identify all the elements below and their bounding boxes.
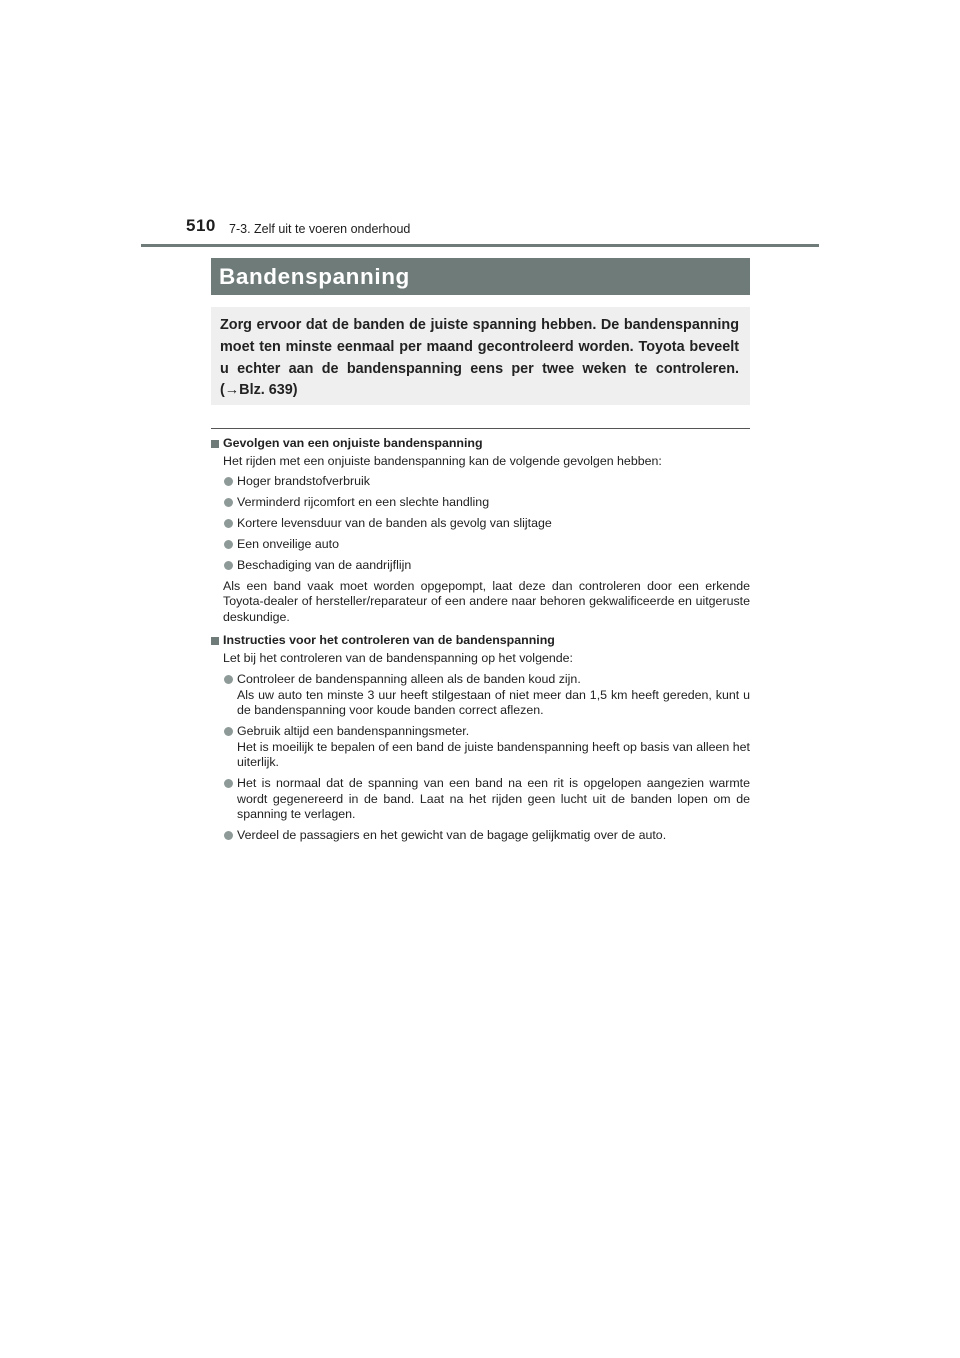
header-divider xyxy=(141,244,819,247)
round-bullet-icon xyxy=(224,727,233,736)
section-heading xyxy=(211,436,750,452)
list-item-text: Verdeel de passagiers en het gewicht van de bagage gelijkmatig over de auto. xyxy=(237,828,667,843)
round-bullet-icon xyxy=(224,477,233,486)
round-bullet-icon xyxy=(224,831,233,840)
list-item xyxy=(211,474,750,490)
intro-box xyxy=(211,307,750,405)
page-title-bar xyxy=(211,258,750,295)
round-bullet-icon xyxy=(224,519,233,528)
list-item-text: Verminderd rijcomfort en een slechte handling xyxy=(237,495,490,510)
list-item-title: Gebruik altijd een bandenspanningsmeter. xyxy=(237,723,470,738)
list-item-text: Als uw auto ten minste 3 uur heeft stilgestaan of niet meer dan 1,5 km heeft gereden, kunt u de bandenspanning voor koude banden correct aflezen. xyxy=(237,687,750,718)
list-item-text: Beschadiging van de aandrijflijn xyxy=(237,558,412,573)
section-heading xyxy=(211,633,750,649)
round-bullet-icon xyxy=(224,540,233,549)
list-item xyxy=(211,495,750,511)
content xyxy=(211,436,750,844)
page-title: Bandenspanning xyxy=(219,264,410,289)
list-item-text: Het is moeilijk te bepalen of een band de juiste bandenspanning heeft op basis van alleen het uiterlijk. xyxy=(237,739,750,770)
square-bullet-icon xyxy=(211,440,219,448)
square-bullet-icon xyxy=(211,637,219,645)
intro-text: Zorg ervoor dat de banden de juiste spanning hebben. De bandenspanning moet ten minste eenmaal per maand gecontroleerd worden. Toyota beveelt u echter aan de bandenspanning eens per twee weken te controleren. (→Blz. 639) xyxy=(220,317,739,399)
list-item xyxy=(211,828,750,844)
section-lead: Let bij het controleren van de bandenspanning op het volgende: xyxy=(223,651,573,666)
round-bullet-icon xyxy=(224,675,233,684)
round-bullet-icon xyxy=(224,498,233,507)
list-item xyxy=(211,516,750,532)
list-item-text: Een onveilige auto xyxy=(237,537,339,552)
section-instructions xyxy=(211,633,750,843)
list-item-title: Controleer de bandenspanning alleen als de banden koud zijn. xyxy=(237,671,581,686)
list-item-text: Het is normaal dat de spanning van een band na een rit is opgelopen aangezien warmte wordt gegenereerd in de band. Laat na het rijden geen lucht uit de banden lopen om de spanning te verlagen. xyxy=(237,776,750,822)
list-item-text: Kortere levensduur van de banden als gevolg van slijtage xyxy=(237,516,552,531)
list-item xyxy=(211,724,750,771)
section-lead: Het rijden met een onjuiste bandenspanning kan de volgende gevolgen hebben: xyxy=(223,453,662,468)
section-note: Als een band vaak moet worden opgepompt, laat deze dan controleren door een erkende Toyota-dealer of hersteller/reparateur of een andere naar behoren gekwalificeerde en uitgeruste deskundige. xyxy=(223,578,750,624)
round-bullet-icon xyxy=(224,779,233,788)
page-number: 510 xyxy=(186,216,216,235)
section-heading-text: Instructies voor het controleren van de bandenspanning xyxy=(223,633,555,648)
list-item xyxy=(211,776,750,823)
content-divider xyxy=(211,428,750,429)
list-item xyxy=(211,558,750,574)
section-label: 7-3. Zelf uit te voeren onderhoud xyxy=(229,222,411,236)
round-bullet-icon xyxy=(224,561,233,570)
list-item xyxy=(211,537,750,553)
list-item-text: Hoger brandstofverbruik xyxy=(237,474,370,489)
list-item xyxy=(211,672,750,719)
section-consequences xyxy=(211,436,750,625)
section-heading-text: Gevolgen van een onjuiste bandenspanning xyxy=(223,436,483,450)
